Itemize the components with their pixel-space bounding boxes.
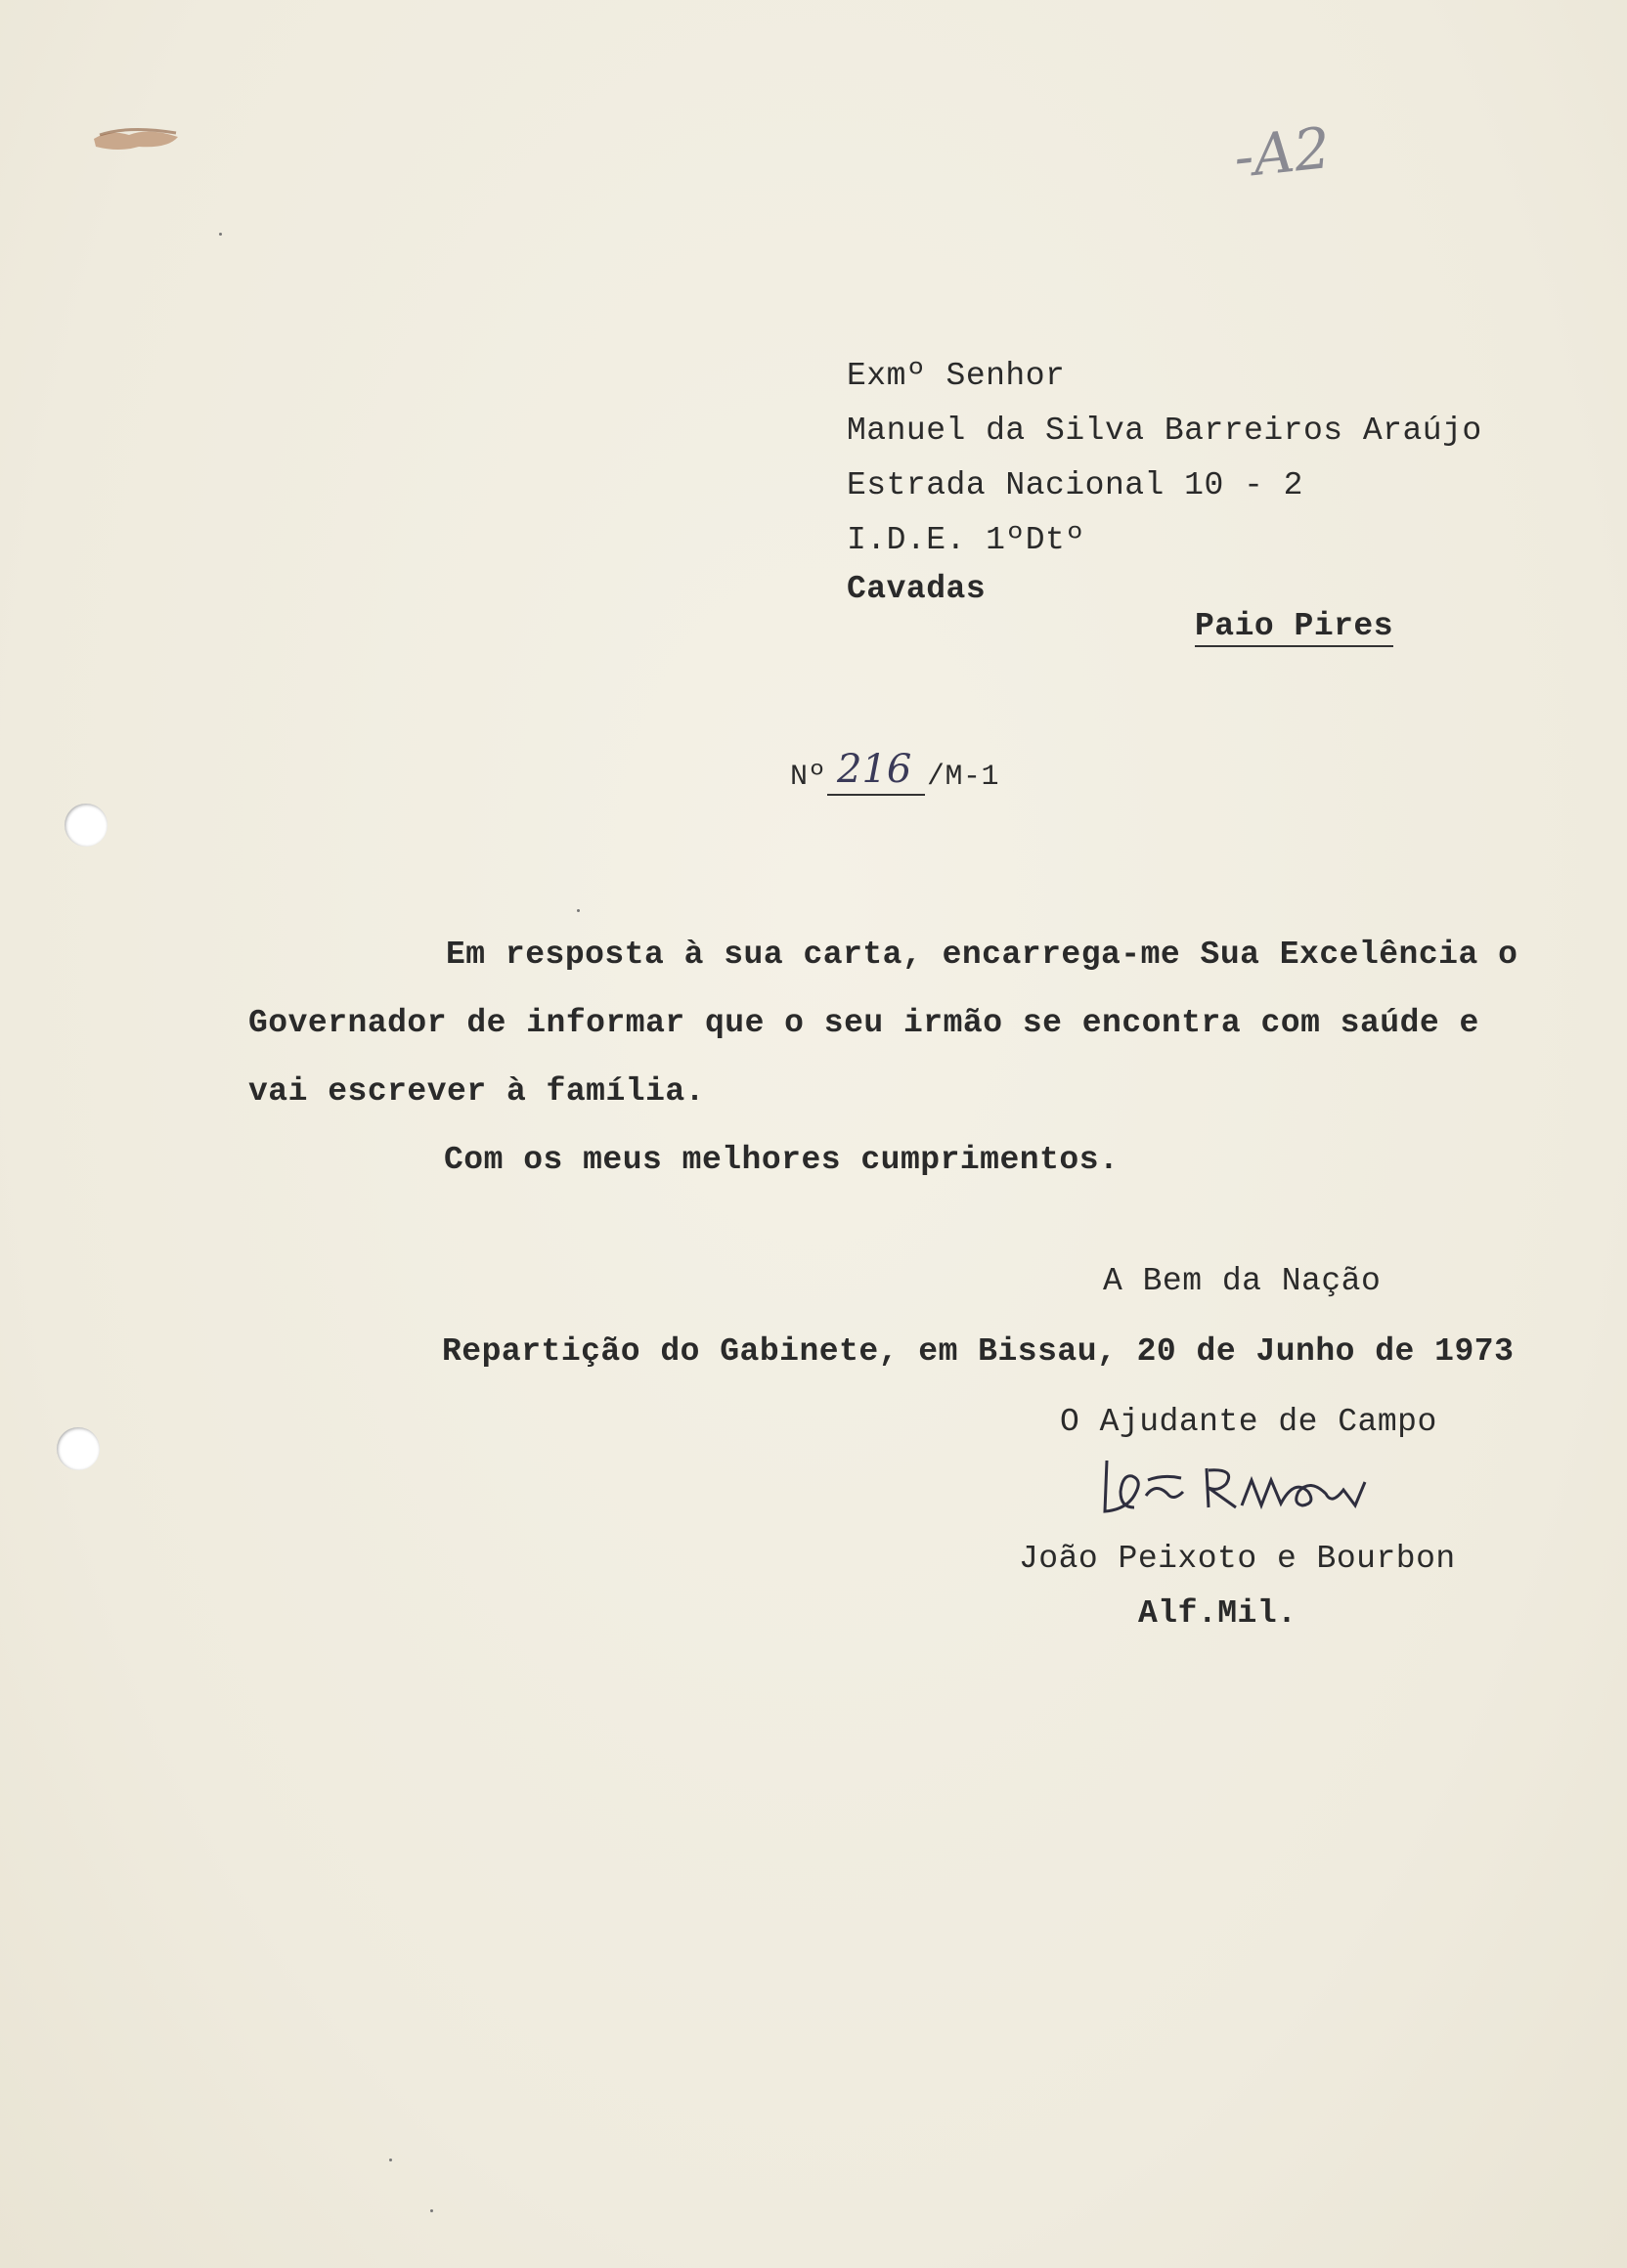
body-closing: Com os meus melhores cumprimentos. — [444, 1142, 1120, 1178]
body-line-3: vai escrever à família. — [248, 1073, 705, 1110]
archive-mark: -A2 — [1230, 114, 1334, 191]
reference-suffix: /M-1 — [927, 761, 1000, 794]
paper-speck — [430, 2209, 433, 2212]
recipient-salutation: Exmº Senhor — [847, 358, 1066, 394]
punch-hole-top — [65, 804, 108, 847]
recipient-street: Estrada Nacional 10 - 2 — [847, 467, 1303, 503]
reference-number-line — [827, 794, 925, 796]
paper-speck — [577, 909, 580, 912]
body-line-2: Governador de informar que o seu irmão se encontra com saúde e — [248, 1005, 1479, 1041]
paper-speck — [219, 233, 222, 236]
place-date: Repartição do Gabinete, em Bissau, 20 de Junho de 1973 — [442, 1333, 1515, 1370]
signer-role: O Ajudante de Campo — [1060, 1404, 1437, 1440]
recipient-locality: Cavadas — [847, 571, 987, 607]
reference-prefix: Nº — [790, 761, 827, 794]
rust-stain — [90, 115, 184, 156]
recipient-town: Paio Pires — [1195, 608, 1393, 647]
signer-name: João Peixoto e Bourbon — [1019, 1541, 1456, 1577]
signature — [1099, 1453, 1392, 1525]
body-line-1: Em resposta à sua carta, encarrega-me Sua Excelência o — [446, 937, 1518, 973]
paper-speck — [389, 2159, 392, 2161]
recipient-name: Manuel da Silva Barreiros Araújo — [847, 413, 1482, 449]
recipient-unit: I.D.E. 1ºDtº — [847, 522, 1085, 558]
signer-rank: Alf.Mil. — [1138, 1595, 1297, 1632]
reference-number: 216 — [837, 747, 912, 792]
motto: A Bem da Nação — [1103, 1263, 1382, 1299]
punch-hole-bottom — [57, 1427, 100, 1470]
